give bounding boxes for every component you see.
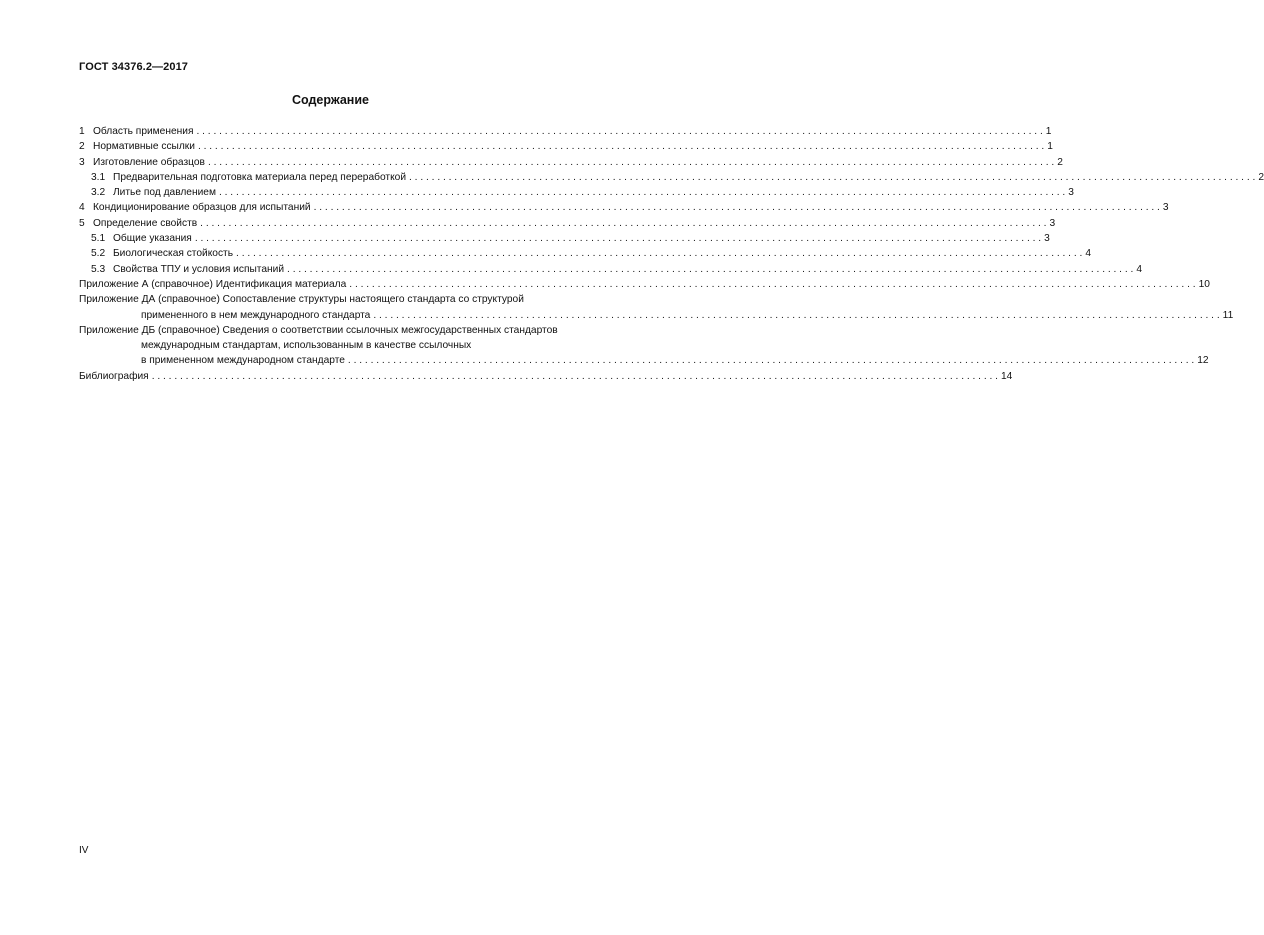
toc-entry-2[interactable] xyxy=(79,139,1053,154)
toc-leader xyxy=(195,231,1041,246)
toc-label: Кондиционирование образцов для испытаний xyxy=(93,202,311,214)
toc-page: 2 xyxy=(1057,156,1063,168)
toc-number: 1 xyxy=(79,126,85,137)
toc-leader xyxy=(219,185,1065,200)
toc-label: Нормативные ссылки xyxy=(93,141,195,153)
document-code: ГОСТ 34376.2—2017 xyxy=(79,61,189,73)
toc-leader xyxy=(196,124,1042,139)
toc-leader xyxy=(287,262,1133,277)
toc-entry-3[interactable] xyxy=(79,155,1063,170)
toc-entry-5-3[interactable] xyxy=(79,262,1142,277)
toc-entry-3-1[interactable] xyxy=(79,170,1264,185)
toc-number: 3.1 xyxy=(91,171,106,183)
toc-leader xyxy=(349,277,1195,292)
toc-page: 14 xyxy=(1001,370,1013,382)
toc-label: Приложение А (справочное) Идентификация материала xyxy=(79,278,347,290)
toc-label-line1: Приложение ДБ (справочное) Сведения о соответствии ссылочных межгосударственных стандартов xyxy=(79,324,558,336)
page-title: Содержание xyxy=(291,93,369,107)
toc-page: 2 xyxy=(1258,171,1264,183)
toc-label-line2: примененного в нем международного стандарта xyxy=(141,309,371,321)
toc-page: 1 xyxy=(1047,141,1053,153)
toc-label: Свойства ТПУ и условия испытаний xyxy=(113,263,285,275)
toc-entry-appendix-a[interactable] xyxy=(79,277,1210,292)
toc-label: Область применения xyxy=(93,126,194,137)
toc-label: Изготовление образцов xyxy=(93,156,205,168)
toc-page: 3 xyxy=(1068,187,1074,199)
toc-page: 3 xyxy=(1049,217,1056,229)
toc-number: 3 xyxy=(79,156,85,168)
toc-leader xyxy=(208,155,1054,170)
toc-entry-5[interactable] xyxy=(79,216,1056,231)
toc-leader xyxy=(373,308,1219,323)
toc-label: Предварительная подготовка материала перед переработкой xyxy=(113,171,407,183)
table-of-contents xyxy=(79,124,1264,384)
toc-page: 11 xyxy=(1222,309,1234,321)
page-number: IV xyxy=(79,845,89,856)
toc-label: Библиография xyxy=(79,370,149,382)
toc-number: 5 xyxy=(79,217,85,229)
toc-entry-bibliography[interactable] xyxy=(79,369,1013,384)
toc-page: 3 xyxy=(1044,233,1050,245)
toc-leader xyxy=(198,139,1044,154)
toc-number: 5.3 xyxy=(91,263,106,275)
toc-label-line2: международным стандартам, использованным в качестве ссылочных xyxy=(141,340,472,352)
toc-number: 2 xyxy=(79,141,85,153)
toc-page: 12 xyxy=(1197,355,1209,367)
toc-entry-5-2[interactable] xyxy=(79,246,1091,261)
toc-label: Биологическая стойкость xyxy=(113,248,234,260)
toc-entry-4[interactable] xyxy=(79,200,1169,215)
toc-page: 1 xyxy=(1045,126,1052,137)
toc-number: 5.2 xyxy=(91,248,106,260)
toc-page: 4 xyxy=(1085,248,1091,260)
toc-label-line1: Приложение ДА (справочное) Сопоставление структуры настоящего стандарта со структурой xyxy=(79,294,524,306)
toc-page: 3 xyxy=(1162,202,1169,214)
toc-entry-5-1[interactable] xyxy=(79,231,1050,246)
toc-entry-appendix-da[interactable] xyxy=(79,292,1234,323)
toc-entry-appendix-db[interactable] xyxy=(79,323,1209,369)
toc-leader xyxy=(409,170,1255,185)
toc-leader xyxy=(200,216,1046,231)
toc-label: Определение свойств xyxy=(93,217,198,229)
toc-number: 4 xyxy=(79,202,85,214)
toc-label: Общие указания xyxy=(113,233,192,245)
toc-leader xyxy=(314,200,1160,215)
toc-label: Литье под давлением xyxy=(113,187,216,199)
toc-label-line3: в примененном международном стандарте xyxy=(141,355,345,367)
toc-page: 4 xyxy=(1136,263,1142,275)
toc-leader xyxy=(236,246,1082,261)
toc-entry-1[interactable] xyxy=(79,124,1052,139)
toc-number: 3.2 xyxy=(91,187,106,199)
toc-leader xyxy=(348,353,1194,368)
toc-number: 5.1 xyxy=(91,233,106,245)
toc-entry-3-2[interactable] xyxy=(79,185,1074,200)
toc-leader xyxy=(152,369,998,384)
toc-page: 10 xyxy=(1198,278,1210,290)
